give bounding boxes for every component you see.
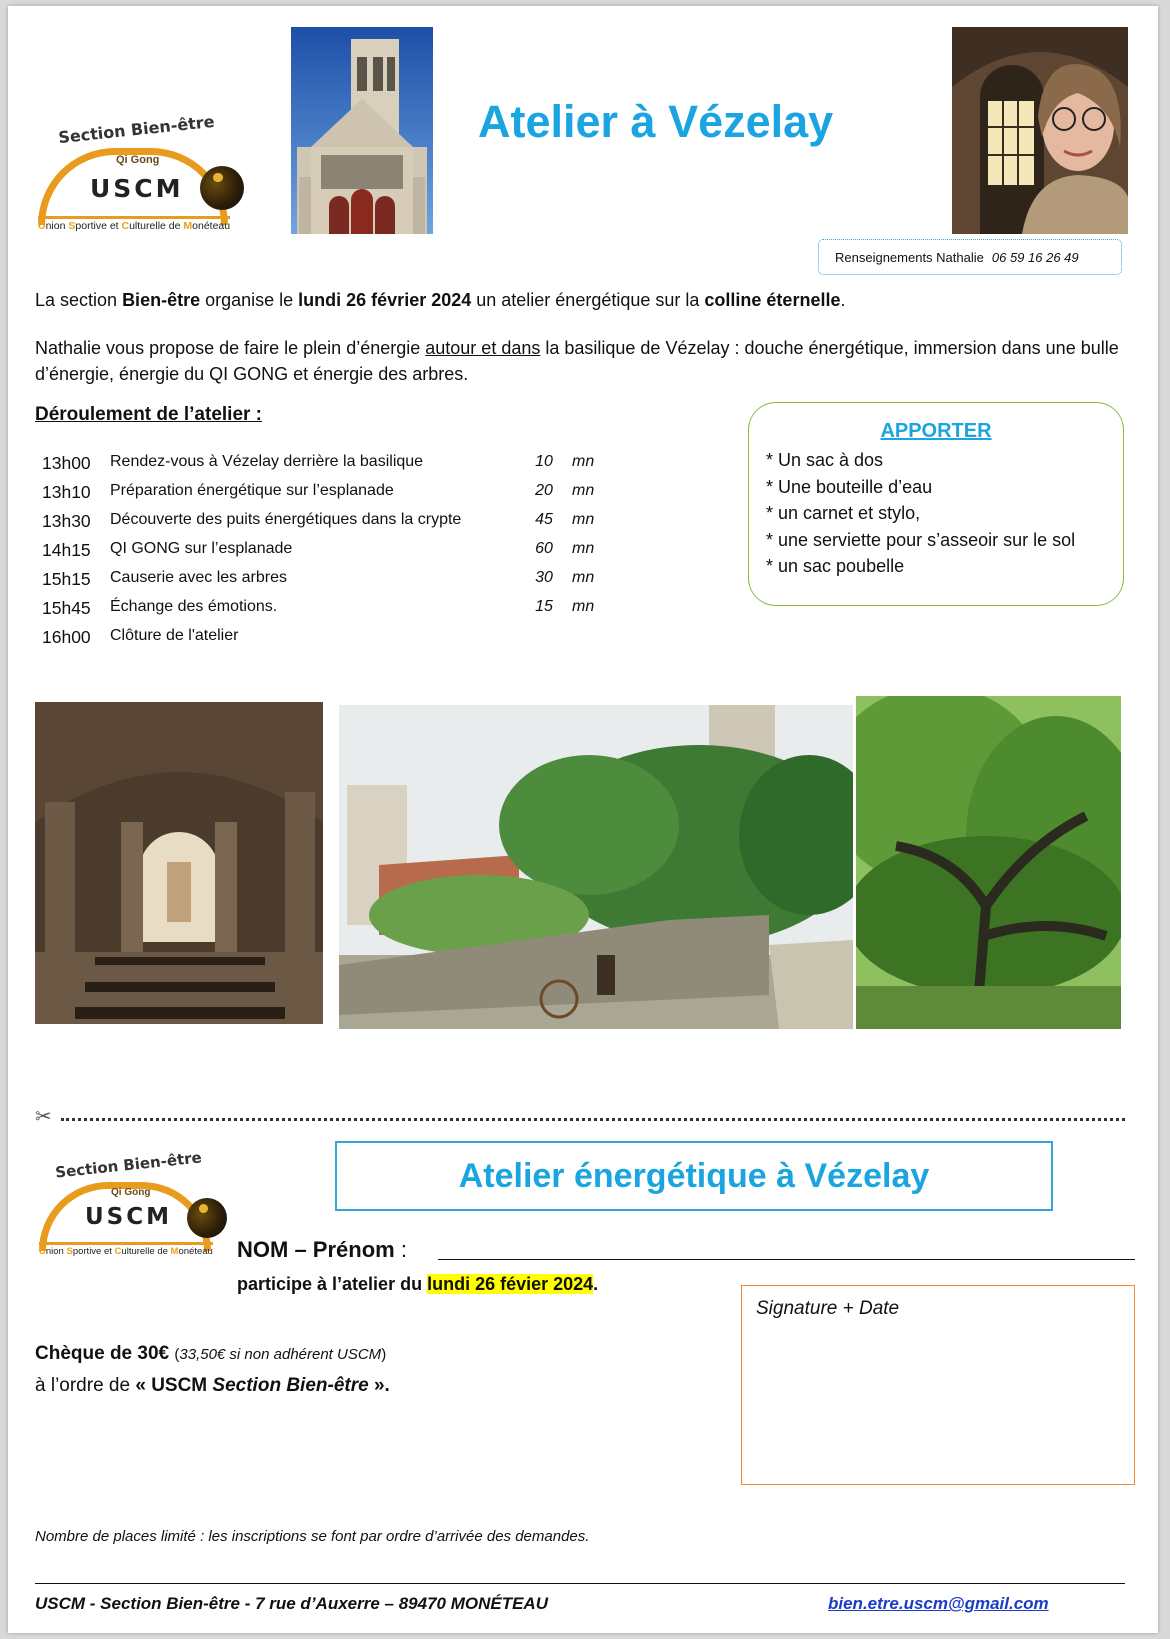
list-item: * un carnet et stylo, [766,503,921,523]
list-item: * Une bouteille d’eau [766,476,933,497]
logo-qigong: Qi Gong [116,154,160,166]
list-item: * une serviette pour s’asseoir sur le sol [766,529,1076,550]
logo-section-text: Section Bien-être [57,111,216,148]
logo-section-text: Section Bien-être [54,1148,203,1182]
contact-info [818,239,1122,275]
uscm-logo [34,111,254,236]
apporter-box [748,402,1124,606]
intro-paragraph-1: La section Bien-être organise le lundi 26 février 2024 un atelier énergétique sur la colline éternelle. [35,290,846,310]
cheque-note: (33,50€ si non adhérent USCM) [174,1346,387,1363]
vezelay-garden-photo [339,705,853,1029]
schedule-heading: Déroulement de l’atelier : [35,404,263,425]
dotted-divider [61,1118,1125,1121]
form-title: Atelier énergétique à Vézelay [335,1141,1053,1211]
apporter-list [766,447,1075,580]
logo-subtitle: Union Sportive et Culturelle de Monéteau [39,1242,213,1257]
places-note: Nombre de places limité : les inscriptions se font par ordre d’arrivée des demandes. [35,1528,590,1545]
footer-address: USCM - Section Bien-être - 7 rue d’Auxerre – 89470 MONÉTEAU [35,1594,548,1613]
logo-qigong: Qi Gong [111,1187,151,1198]
footer-divider [35,1583,1125,1584]
flyer-page: Section Bien-être Qi Gong USCM Union Sportive et Culturelle de Monéteau Atelier à Vézelay Renseignements Nathalie 06 59 16 26 49 La section Bien-être organise le lundi 26 février 2024 un atelier énergétique sur la colline éternelle. Nathalie vous propose de faire le plein d’énergie autour et dans la basilique de Vézelay : douche énergétique, immersion dans une bulle d’énergie, énergie du QI GONG et énergie des arbres. Déroulement de l’atelier : 13h00 Rendez-vous à Vézelay derrière la basilique 10 mn 13h10 Préparation énergétique sur l’esplanade 20 mn 13h30 Découverte des puits énergétiques dans la crypte 45 mn 14h15 QI GONG sur l’esplanade 60 mn 15h15 Causerie avec les arbres 30 mn 15h45 Échange des émotions. 15 mn 16h00 Clôture de l'atelier APPORTER * Un sac à dos * Une bouteille d’eau * un carnet et stylo, * une serviette pour s’asseoir sur le sol * un sac poubelle ✂ Section Bien-être Qi Gong USCM Union Sportive et Culturelle de Monéteau Atelier énergétique à Vézelay NOM – Prénom : participe à l’atelier du lundi 26 févier 2024. Signature + Date Chèque de 30€ (33,50€ si non adhérent USCM) à l’ordre de « USCM Section Bien-être ». Nombre de places limité : les inscriptions se font par ordre d’arrivée des demandes. USCM - Section Bien-être - 7 rue d’Auxerre – 89470 MONÉTEAU bien.etre.uscm@gmail.com [8,6,1158,1633]
name-field-line[interactable] [438,1259,1135,1260]
list-item: * Un sac à dos [766,450,884,470]
uscm-logo-small [35,1148,235,1260]
page-title: Atelier à Vézelay [478,96,834,147]
footer-email-link[interactable]: bien.etre.uscm@gmail.com [828,1594,1049,1613]
logo-uscm-text: USCM [90,174,184,203]
yin-yang-icon [200,166,244,210]
contact-label: Renseignements Nathalie [835,249,984,265]
logo-uscm-text: USCM [85,1204,173,1230]
scissors-icon: ✂ [35,1106,52,1128]
signature-box[interactable] [741,1285,1135,1485]
contact-phone: 06 59 16 26 49 [991,249,1079,265]
apporter-heading: APPORTER [880,420,992,442]
highlighted-date: lundi 26 févier 2024 [427,1274,594,1294]
signature-label: Signature + Date [756,1298,900,1319]
list-item: * un sac poubelle [766,556,905,576]
name-label: NOM – Prénom : [237,1237,407,1262]
portrait-photo [952,27,1128,234]
tree-photo [856,696,1121,1029]
logo-subtitle: Union Sportive et Culturelle de Monéteau [38,216,230,232]
payment-info: Chèque de 30€ (33,50€ si non adhérent USCM) à l’ordre de « USCM Section Bien-être ». [35,1343,390,1396]
yin-yang-icon [187,1198,227,1238]
crypt-photo [35,702,323,1024]
participation-line: participe à l’atelier du lundi 26 févier 2024. [237,1274,599,1294]
basilica-photo [291,27,433,234]
cut-line [35,1106,1125,1126]
intro-paragraph-2: Nathalie vous propose de faire le plein d’énergie autour et dans la basilique de Vézelay : douche énergétique, immersion dans une bulle d’énergie, énergie du QI GONG et énergie des arbres. [35,338,1119,384]
